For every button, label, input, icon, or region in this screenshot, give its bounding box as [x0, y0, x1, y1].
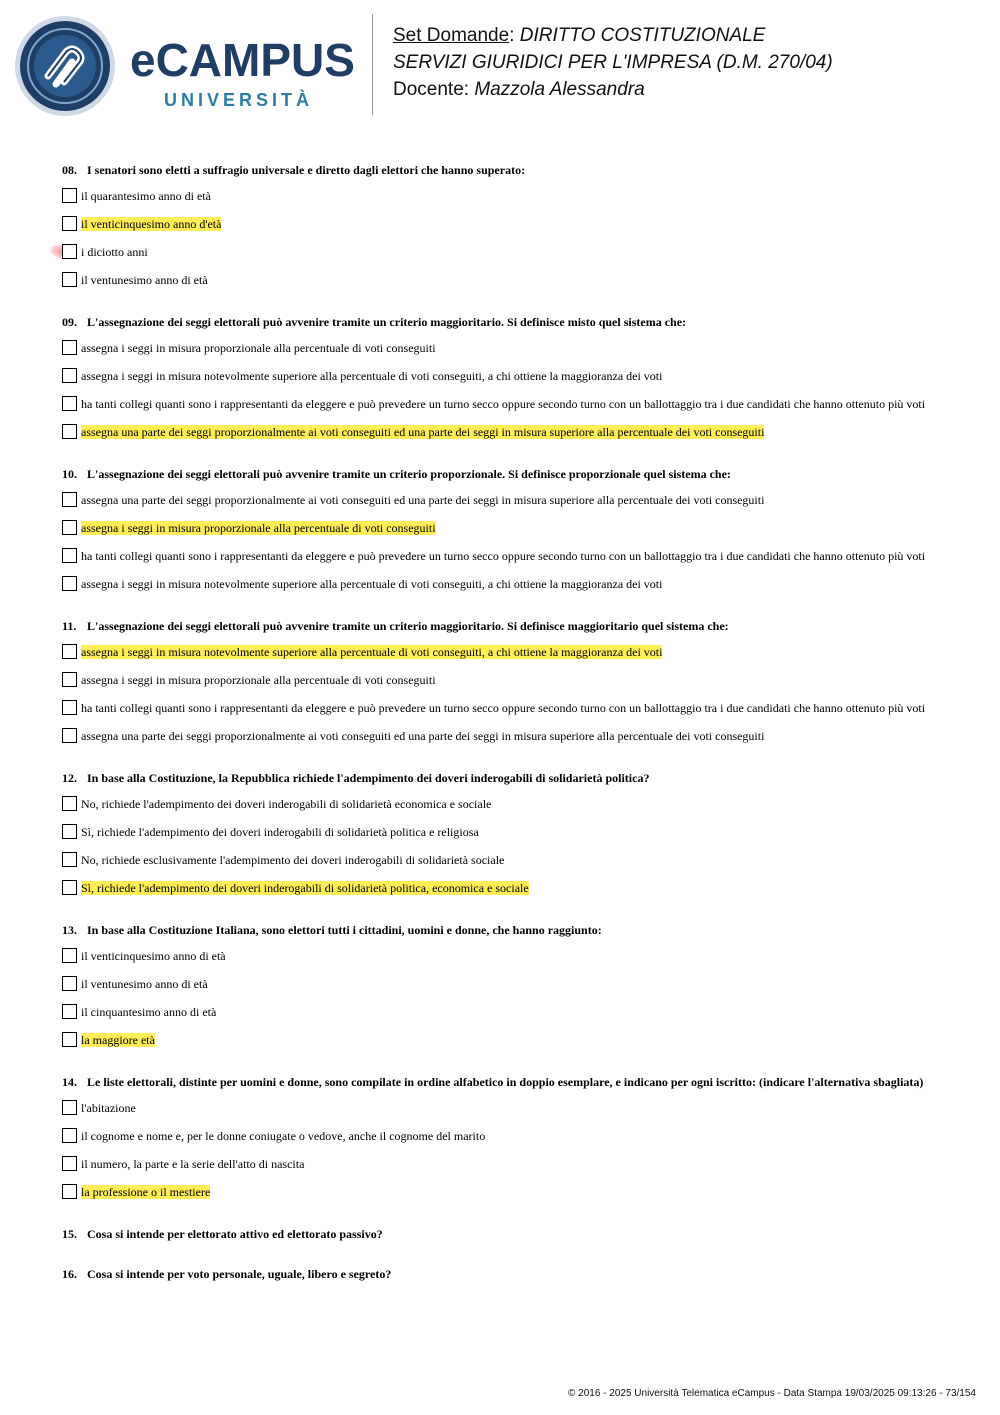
- question-block: [62, 771, 942, 923]
- answer-text: ha tanti collegi quanti sono i rappresentanti da eleggere e può prevedere un turno secco oppure secondo turno con un ballottaggio tra i due candidati che hanno ottenuto più voti: [81, 549, 926, 563]
- answer-checkbox[interactable]: [62, 880, 77, 895]
- answer-option[interactable]: [62, 549, 942, 563]
- program-name: SERVIZI GIURIDICI PER L'IMPRESA (D.M. 270/04): [393, 52, 833, 73]
- teacher-name: Mazzola Alessandra: [474, 79, 645, 100]
- answer-checkbox[interactable]: [62, 796, 77, 811]
- question-block: [62, 923, 942, 1075]
- answer-text: il cognome e nome e, per le donne coniugate o vedove, anche il cognome del marito: [81, 1129, 486, 1143]
- open-question: [62, 1227, 942, 1241]
- answer-text-highlighted: il venticinquesimo anno d'età: [81, 217, 222, 231]
- answer-checkbox[interactable]: [62, 948, 77, 963]
- open-question: [62, 1267, 942, 1281]
- answer-option[interactable]: [62, 1129, 942, 1143]
- answer-text: il ventunesimo anno di età: [81, 977, 208, 991]
- answer-checkbox[interactable]: [62, 424, 77, 439]
- question-title: [62, 619, 942, 633]
- answer-checkbox[interactable]: [62, 824, 77, 839]
- answer-text: ha tanti collegi quanti sono i rappresentanti da eleggere e può prevedere un turno secco oppure secondo turno con un ballottaggio tra i due candidati che hanno ottenuto più voti: [81, 701, 926, 715]
- answer-option[interactable]: [62, 673, 942, 687]
- answer-text: assegna i seggi in misura proporzionale alla percentuale di voti conseguiti: [81, 341, 436, 355]
- answer-text: assegna una parte dei seggi proporzionalmente ai voti conseguiti ed una parte dei seggi in misura superiore alla percentuale dei voti conseguiti: [81, 729, 765, 743]
- answer-option[interactable]: [62, 797, 942, 811]
- question-list: [62, 163, 942, 1307]
- answer-checkbox[interactable]: [62, 1004, 77, 1019]
- answer-option[interactable]: [62, 341, 942, 355]
- logo-brand-text: eCAMPUS: [130, 34, 355, 86]
- question-number: 12.: [62, 771, 77, 785]
- answer-option[interactable]: [62, 1101, 942, 1115]
- answer-checkbox[interactable]: [62, 244, 77, 259]
- answer-option[interactable]: [62, 1005, 942, 1019]
- answer-text: Sì, richiede l'adempimento dei doveri inderogabili di solidarietà politica e religiosa: [81, 825, 479, 839]
- answer-text: No, richiede l'adempimento dei doveri inderogabili di solidarietà economica e sociale: [81, 797, 492, 811]
- logo-sub-text: UNIVERSITÀ: [164, 90, 314, 110]
- question-title: [62, 467, 942, 481]
- question-number: 10.: [62, 467, 77, 481]
- answer-option[interactable]: [62, 977, 942, 991]
- question-title: [62, 315, 942, 329]
- question-title: [62, 1075, 942, 1089]
- answer-checkbox[interactable]: [62, 576, 77, 591]
- answer-text: il ventunesimo anno di età: [81, 273, 208, 287]
- question-number: 16.: [62, 1267, 77, 1281]
- answer-checkbox[interactable]: [62, 272, 77, 287]
- answer-checkbox[interactable]: [62, 1184, 77, 1199]
- answer-text: il venticinquesimo anno di età: [81, 949, 226, 963]
- question-text: Cosa si intende per voto personale, uguale, libero e segreto?: [87, 1267, 392, 1281]
- answer-option[interactable]: [62, 949, 942, 963]
- answer-option[interactable]: [62, 521, 942, 535]
- document-header: [393, 22, 833, 103]
- answer-checkbox[interactable]: [62, 700, 77, 715]
- answer-text-highlighted: la maggiore età: [81, 1033, 155, 1047]
- answer-option[interactable]: [62, 729, 942, 743]
- answer-text: i diciotto anni: [81, 245, 148, 259]
- answer-checkbox[interactable]: [62, 976, 77, 991]
- answer-checkbox[interactable]: [62, 520, 77, 535]
- answer-checkbox[interactable]: [62, 728, 77, 743]
- answer-option[interactable]: [62, 245, 942, 259]
- question-title: [62, 923, 942, 937]
- answer-option[interactable]: [62, 1033, 942, 1047]
- answer-text: il cinquantesimo anno di età: [81, 1005, 217, 1019]
- question-text: In base alla Costituzione, la Repubblica richiede l'adempimento dei doveri inderogabili di solidarietà politica?: [87, 771, 650, 785]
- answer-checkbox[interactable]: [62, 548, 77, 563]
- answer-text-highlighted: la professione o il mestiere: [81, 1185, 211, 1199]
- answer-option[interactable]: [62, 493, 942, 507]
- answer-text: assegna una parte dei seggi proporzionalmente ai voti conseguiti ed una parte dei seggi in misura superiore alla percentuale dei voti conseguiti: [81, 493, 765, 507]
- answer-option[interactable]: [62, 273, 942, 287]
- answer-option[interactable]: [62, 853, 942, 867]
- question-title: [62, 163, 942, 177]
- answer-checkbox[interactable]: [62, 672, 77, 687]
- question-number: 11.: [62, 619, 77, 633]
- ecampus-logo: [14, 14, 364, 118]
- question-text: L'assegnazione dei seggi elettorali può avvenire tramite un criterio maggioritario. Si definisce maggioritario quel sistema che:: [87, 619, 729, 633]
- answer-text-highlighted: assegna i seggi in misura proporzionale alla percentuale di voti conseguiti: [81, 521, 436, 535]
- answer-checkbox[interactable]: [62, 368, 77, 383]
- answer-text: No, richiede esclusivamente l'adempimento dei doveri inderogabili di solidarietà sociale: [81, 853, 505, 867]
- answer-option[interactable]: [62, 397, 942, 411]
- answer-text: l'abitazione: [81, 1101, 136, 1115]
- set-label: Set Domande: [393, 25, 510, 46]
- answer-checkbox[interactable]: [62, 1100, 77, 1115]
- answer-option[interactable]: [62, 577, 942, 591]
- header-line-program: [393, 49, 833, 76]
- page-footer: © 2016 - 2025 Università Telematica eCampus - Data Stampa 19/03/2025 09:13:26 - 73/154: [568, 1388, 976, 1399]
- answer-option[interactable]: [62, 217, 942, 231]
- question-number: 08.: [62, 163, 77, 177]
- answer-option[interactable]: [62, 701, 942, 715]
- header-line-teacher: [393, 76, 833, 103]
- question-text: L'assegnazione dei seggi elettorali può avvenire tramite un criterio proporzionale. Si definisce proporzionale quel sistema che:: [87, 467, 731, 481]
- answer-option[interactable]: [62, 825, 942, 839]
- answer-checkbox[interactable]: [62, 396, 77, 411]
- answer-checkbox[interactable]: [62, 1128, 77, 1143]
- question-block: [62, 315, 942, 467]
- question-block: [62, 163, 942, 315]
- question-block: [62, 1075, 942, 1227]
- answer-text-highlighted: assegna una parte dei seggi proporzionalmente ai voti conseguiti ed una parte dei seggi in misura superiore alla percentuale dei voti conseguiti: [81, 425, 765, 439]
- answer-text: ha tanti collegi quanti sono i rappresentanti da eleggere e può prevedere un turno secco oppure secondo turno con un ballottaggio tra i due candidati che hanno ottenuto più voti: [81, 397, 926, 411]
- answer-checkbox[interactable]: [62, 340, 77, 355]
- answer-option[interactable]: [62, 1157, 942, 1171]
- answer-checkbox[interactable]: [62, 644, 77, 659]
- answer-checkbox[interactable]: [62, 492, 77, 507]
- answer-option[interactable]: [62, 1185, 942, 1199]
- answer-text: il quarantesimo anno di età: [81, 189, 211, 203]
- answer-checkbox[interactable]: [62, 852, 77, 867]
- question-text: In base alla Costituzione Italiana, sono elettori tutti i cittadini, uomini e donne, che hanno raggiunto:: [87, 923, 602, 937]
- answer-checkbox[interactable]: [62, 188, 77, 203]
- question-number: 14.: [62, 1075, 77, 1089]
- answer-option[interactable]: [62, 645, 942, 659]
- answer-option[interactable]: [62, 425, 942, 439]
- question-text: Le liste elettorali, distinte per uomini e donne, sono compilate in ordine alfabetico in doppio esemplare, e indicano per ogni iscritto: (indicare l'alternativa sbagliata): [87, 1075, 924, 1089]
- answer-checkbox[interactable]: [62, 216, 77, 231]
- ecampus-logo-icon: [14, 14, 364, 118]
- header-divider: [372, 14, 373, 115]
- answer-text-highlighted: assegna i seggi in misura notevolmente superiore alla percentuale di voti conseguiti, a chi ottiene la maggioranza dei voti: [81, 645, 663, 659]
- question-block: [62, 619, 942, 771]
- answer-checkbox[interactable]: [62, 1032, 77, 1047]
- question-text: Cosa si intende per elettorato attivo ed elettorato passivo?: [87, 1227, 383, 1241]
- answer-checkbox[interactable]: [62, 1156, 77, 1171]
- question-number: 09.: [62, 315, 77, 329]
- answer-text: assegna i seggi in misura notevolmente superiore alla percentuale di voti conseguiti, a chi ottiene la maggioranza dei voti: [81, 369, 663, 383]
- question-block: [62, 467, 942, 619]
- answer-text: assegna i seggi in misura proporzionale alla percentuale di voti conseguiti: [81, 673, 436, 687]
- answer-text: il numero, la parte e la serie dell'atto di nascita: [81, 1157, 305, 1171]
- answer-option[interactable]: [62, 189, 942, 203]
- course-title: DIRITTO COSTITUZIONALE: [519, 25, 766, 46]
- question-number: 15.: [62, 1227, 77, 1241]
- answer-text: assegna i seggi in misura notevolmente superiore alla percentuale di voti conseguiti, a chi ottiene la maggioranza dei voti: [81, 577, 663, 591]
- question-title: [62, 771, 942, 785]
- question-text: I senatori sono eletti a suffragio universale e diretto dagli elettori che hanno superato:: [87, 163, 526, 177]
- answer-text-highlighted: Sì, richiede l'adempimento dei doveri inderogabili di solidarietà politica, economica e sociale: [81, 881, 529, 895]
- answer-option[interactable]: [62, 369, 942, 383]
- question-number: 13.: [62, 923, 77, 937]
- answer-option[interactable]: [62, 881, 942, 895]
- header-line-course: Set Domande: DIRITTO COSTITUZIONALE: [393, 25, 766, 46]
- teacher-label: Docente:: [393, 79, 470, 100]
- question-text: L'assegnazione dei seggi elettorali può avvenire tramite un criterio maggioritario. Si definisce misto quel sistema che:: [87, 315, 687, 329]
